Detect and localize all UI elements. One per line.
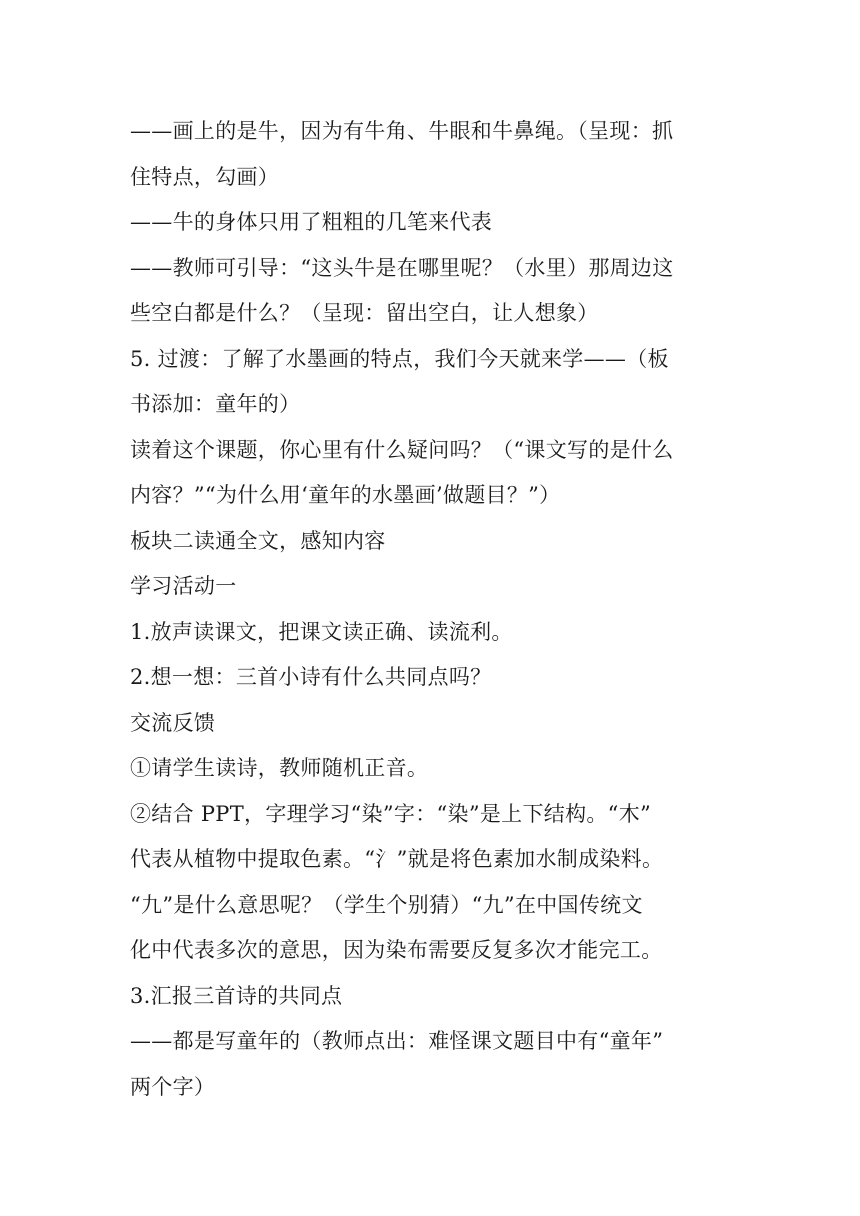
text-line: 交流反馈 — [130, 710, 216, 735]
text-line: ②结合 PPT，字理学习“染”字：“染”是上下结构。“木” — [130, 801, 652, 826]
text-line: 书添加：童年的） — [130, 392, 301, 416]
text-line: 些空白都是什么？（呈现：留出空白，让人想象） — [130, 301, 599, 325]
text-line: 2.想一想：三首小诗有什么共同点吗？ — [130, 665, 492, 689]
text-line: 读着这个课题，你心里有什么疑问吗？（“课文写的是什么 — [130, 437, 674, 462]
document-body — [130, 109, 740, 1110]
text-line: ——都是写童年的（教师点出：难怪课文题目中有“童年” — [130, 1029, 664, 1053]
text-line: ——画上的是牛，因为有牛角、牛眼和牛鼻绳。（呈现：抓 — [130, 119, 674, 143]
text-line: 5. 过渡：了解了水墨画的特点，我们今天就来学——（板 — [130, 346, 669, 371]
text-line: 代表从植物中提取色素。“氵”就是将色素加水制成染料。 — [130, 847, 664, 871]
text-line: ①请学生读诗，教师随机正音。 — [130, 756, 429, 780]
text-line: 3.汇报三首诗的共同点 — [130, 983, 343, 1008]
section-heading: 板块二读通全文，感知内容 — [130, 528, 386, 553]
text-line: 住特点，勾画） — [130, 164, 280, 189]
text-line: ——牛的身体只用了粗粗的几笔来代表 — [130, 210, 493, 234]
text-line: “九”是什么意思呢？（学生个别猜）“九”在中国传统文 — [130, 892, 643, 917]
text-line: 两个字） — [130, 1074, 216, 1099]
text-line: 内容？”“为什么用‘童年的水墨画’做题目？”） — [130, 483, 561, 507]
text-line: ——教师可引导：“这头牛是在哪里呢？（水里）那周边这 — [130, 255, 674, 280]
subsection-heading: 学习活动一 — [130, 574, 237, 598]
text-line: 1.放声读课文，把课文读正确、读流利。 — [130, 619, 513, 644]
text-line: 化中代表多次的意思，因为染布需要反复多次才能完工。 — [130, 938, 663, 962]
